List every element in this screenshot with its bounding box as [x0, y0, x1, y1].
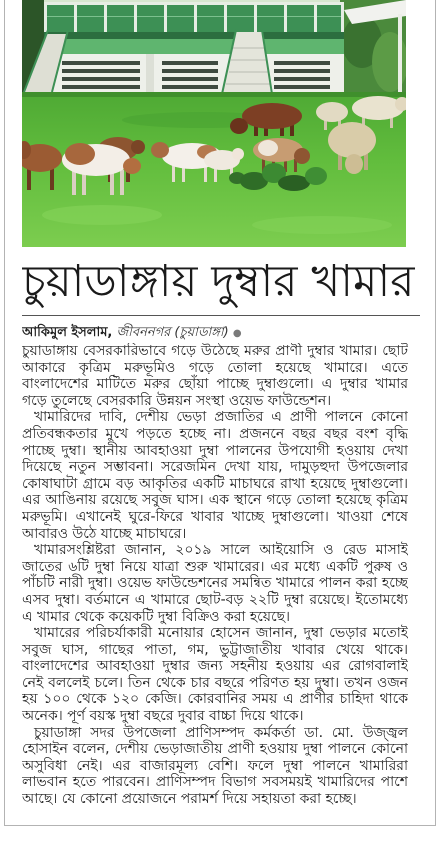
sheep-head [123, 158, 141, 174]
byline-location: জীবননগর (চুয়াডাঙ্গা) [116, 325, 229, 340]
body-paragraph: চুয়াডাঙ্গায় বেসরকারিভাবে গড়ে উঠেছে মরুর প্রাণী দুম্বার খামার। ছোট আকারে কৃত্রিম মরুভূমিও গড়ে তোলা হয়েছে খামারে। এতে বাংলাদেশের মাটিতে মরুর ছোঁয়া পাচ্ছে দুম্বাগুলো। এ দুম্বার খামার গড়ে তুলেছে বেসরকারি উন্নয়ন সংস্থা ওয়েভ ফাউন্ডেশন। [22, 343, 408, 409]
byline-marker: ● [232, 328, 242, 339]
slat [274, 77, 330, 81]
sheep-head [230, 118, 248, 134]
slat [62, 85, 140, 89]
body-paragraph: খামারিদের দাবি, দেশীয় ভেড়া প্রজাতির এ প্রাণী পালনে কোনো প্রতিবন্ধকতার মুখে পড়তে হচ্ছে না। প্রজননে বছর বছর বংশ বৃদ্ধি পাচ্ছে দুম্বা। স্থানীয় আবহাওয়া দুম্বা পালনের উপযোগী হওয়ায় দেখা দিয়েছে নতুন সম্ভাবনা। সরেজমিন দেখা যায়, দামুড়হুদা উপজেলার কোষাঘাটা গ্রামে বড় আকৃতির একটি মাচাঘরে রাখা হয়েছে দুম্বাগুলো। এর আঙিনায় রয়েছে সবুজ ঘাস। এক স্থানে গড়ে তোলা হয়েছে কৃত্রিম মরুভূমি। এখানেই ঘুরে-ফিরে খাবার খাচ্ছে দুম্বাগুলো। খাওয়া শেষে আবারও উঠে যাচ্ছে মাচাঘরে। [22, 409, 408, 542]
fence-post [284, 2, 287, 32]
sheep-patch [65, 143, 95, 165]
slat [162, 69, 218, 73]
body-paragraph: খামারসংশ্লিষ্টরা জানান, ২০১৯ সালে আইয়োসি ও রেড মাসাই জাতের ৬টি দুম্বা নিয়ে যাত্রা শুরু খামারের। এর মধ্যে একটি পুরুষ ও পাঁচটি নারী দুম্বা। ওয়েভ ফাউন্ডেশনের সমন্বিত খামারে পালন করা হচ্ছে এসব দুম্বা। বর্তমানে এ খামারে ছোট-বড় ২২টি দুম্বা রয়েছে। ইতোমধ্যে এ খামার থেকে কয়েকটি দুম্বা বিক্রিও করা হয়েছে। [22, 542, 408, 625]
sheep-head [151, 142, 169, 158]
slat [162, 85, 218, 89]
deck-shadow [44, 32, 344, 39]
sheep-patch [258, 140, 278, 156]
fence-post [314, 2, 317, 32]
slat [162, 61, 218, 65]
fence-post [104, 2, 107, 32]
fence-post [134, 2, 137, 32]
sheep-leg [72, 170, 76, 195]
sheep-body [316, 102, 348, 122]
fence-post [224, 2, 227, 32]
sheep-head [345, 154, 363, 174]
grass-patch [252, 216, 392, 234]
byline [22, 323, 408, 342]
grass-patch [42, 205, 162, 225]
slat [274, 69, 330, 73]
plant-leaves [305, 167, 327, 185]
sheep-head [294, 148, 310, 164]
article-body [22, 343, 408, 819]
article-photo [22, 0, 406, 247]
fence-post [254, 2, 257, 32]
headline: চুয়াডাঙ্গায় দুম্বার খামার [22, 256, 415, 307]
slat [62, 61, 140, 65]
slat [62, 69, 140, 73]
fence-post [194, 2, 197, 32]
sheep-body [352, 96, 404, 120]
slat [62, 77, 140, 81]
body-paragraph: চুয়াডাঙ্গা সদর উপজেলা প্রাণিসম্পদ কর্মকর্তা ডা. মো. উজ্জ্বল হোসাইন বলেন, দেশীয় ভেড়াজাতীয় প্রাণী হওয়ায় দুম্বা পালনে কোনো অসুবিধা নেই। এর বাজারমূল্য বেশি। ফলে দুম্বা পালনে খামারিরা লাভবান হতে পারবেন। প্রাণিসম্পদ বিভাগ সবসময়ই খামারিদের পাশে আছে। যে কোনো প্রয়োজনে পরামর্শ দিয়ে সহায়তা করা হচ্ছে। [22, 724, 408, 808]
sheep-leg [120, 170, 124, 195]
fence-post [341, 2, 344, 32]
body-paragraph: খামারের পরিচর্যাকারী মনোয়ার হোসেন জানান, দুম্বা ভেড়ার মতোই সবুজ ঘাস, গাছের পাতা, গম, ভুট্টাজাতীয় খাবার খেয়ে থাকে। বাংলাদেশের আবহাওয়া দুম্বার জন্য সহনীয় হওয়ায় এর রোগবালাই নেই বললেই চলে। তিন থেকে চার বছরে পরিণত হয় দুম্বা। তখন ওজন হয় ১০০ থেকে ১২০ কেজি। কোরবানির সময় এ প্রাণীর চাহিদা থাকে অনেক। পূর্ণ বয়স্ক দুম্বা বছরে দুবার বাচ্চা দিয়ে থাকে। [22, 625, 408, 725]
slat [162, 77, 218, 81]
sheep-body [328, 122, 376, 158]
farm-building [22, 2, 344, 96]
slat [274, 61, 330, 65]
sheep-head [131, 140, 145, 154]
headline-rule [22, 315, 420, 316]
sheep-body [242, 103, 302, 129]
fence-post [74, 2, 77, 32]
fence-post [164, 2, 167, 32]
deck-band [44, 39, 344, 54]
fence-post [44, 2, 47, 32]
byline-author: আকিমুল ইসলাম, [22, 325, 113, 340]
slat [274, 85, 330, 89]
farm-photo [22, 0, 406, 247]
wall-pillar [146, 54, 154, 94]
grass-edge-shadow [22, 92, 406, 97]
sheep-head [232, 148, 244, 160]
